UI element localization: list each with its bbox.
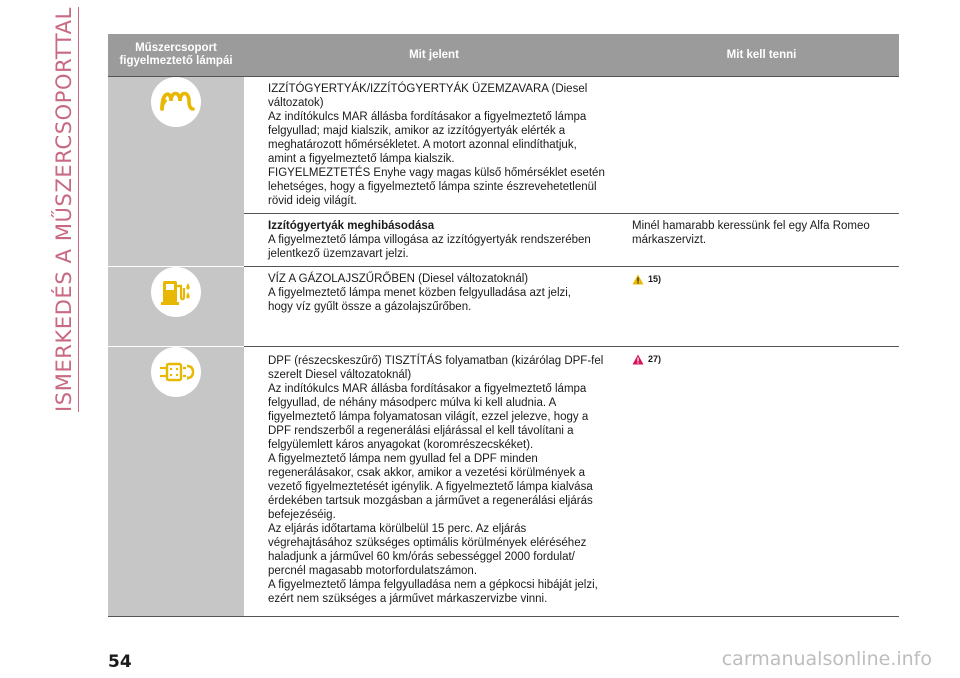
glow-plug-meaning <box>244 77 624 214</box>
meaning-line: felgyullad; majd kialszik, amikor az izzítógyertyák elérték a <box>268 125 566 137</box>
header-action: Mit kell tenni <box>624 34 899 77</box>
watermark: carmanualsonline.info <box>721 648 932 670</box>
header-meaning: Mit jelent <box>244 34 624 77</box>
warning-ref-number: 27) <box>648 354 662 364</box>
meaning-line: A figyelmeztető lámpa villogása az izzítógyertyák rendszerében <box>268 234 591 246</box>
meaning-line: Az indítókulcs MAR állásba fordításakor a figyelmeztető lámpa <box>268 111 587 123</box>
meaning-line: FIGYELMEZTETÉS Enyhe vagy magas külső hőmérséklet esetén <box>268 167 605 179</box>
page-number: 54 <box>108 652 132 672</box>
lamp-cell <box>108 267 244 347</box>
meaning-line: amint a figyelmeztető lámpa kialszik. <box>268 153 455 165</box>
warning-lamp-table <box>108 34 899 617</box>
warning-triangle-icon <box>632 274 644 285</box>
warning-reference <box>632 352 891 366</box>
fault-title: Izzítógyertyák meghibásodása <box>268 220 435 232</box>
meaning-line: regenerálásakor, csak akkor, amikor a vezetési körülmények a <box>268 467 586 479</box>
meaning-line: figyelmeztető lámpa folyamatosan világít, ezzel jelezve, hogy a <box>268 411 589 423</box>
meaning-line: percnél magasabb motorfordulatszámon. <box>268 565 478 577</box>
dpf-cleaning-icon <box>151 347 201 397</box>
meaning-line: változatok) <box>268 97 324 109</box>
table-row-glow-plug <box>108 77 899 214</box>
meaning-line: hogy víz gyűlt össze a gázolajszűrőben. <box>268 301 472 313</box>
dpf-meaning <box>244 347 624 617</box>
meaning-line: meghatározott hőmérsékletet. A motort azonnal elindíthatjuk, <box>268 139 577 151</box>
meaning-line: Az eljárás időtartama körülbelül 15 perc. Az eljárás <box>268 523 527 535</box>
header-lamp: Műszercsoport figyelmeztető lámpái <box>108 34 244 77</box>
meaning-line: befejezéséig. <box>268 509 336 521</box>
meaning-line: rövid ideig világít. <box>268 195 357 207</box>
water-filter-meaning <box>244 267 624 347</box>
meaning-line: IZZÍTÓGYERTYÁK/IZZÍTÓGYERTYÁK ÜZEMZAVARA (Diesel <box>268 83 588 95</box>
glow-plug-icon <box>151 77 201 127</box>
warning-reference <box>632 272 891 286</box>
meaning-line: végrehajtásához szükséges optimális körülmények eléréséhez <box>268 537 587 549</box>
glow-plug-action <box>624 77 899 214</box>
meaning-line: haladjunk a járművel 60 km/órás sebességgel 2000 fordulat/ <box>268 551 575 563</box>
meaning-line: vezető figyelmeztetését igénylik. A figyelmeztető lámpa kialvása <box>268 481 593 493</box>
table-row-dpf <box>108 347 899 617</box>
action-line: márkaszervizt. <box>632 234 707 246</box>
fuel-filter-water-icon <box>151 267 201 317</box>
glow-plug-fault-action <box>624 214 899 267</box>
meaning-line: lehetséges, hogy a figyelmeztető lámpa szinte észrevehetetlenül <box>268 181 597 193</box>
warning-ref-number: 15) <box>648 274 662 284</box>
meaning-line: ezért nem szükséges a járművet márkaszervizbe vinni. <box>268 593 548 605</box>
danger-triangle-icon <box>632 354 644 365</box>
meaning-line: jelentkező üzemzavart jelzi. <box>268 248 409 260</box>
meaning-line: felgyullad, de néhány másodperc múlva ki kell aludnia. A <box>268 397 557 409</box>
water-filter-action <box>624 267 899 347</box>
section-title: ISMERKEDÉS A MŰSZERCSOPORTTAL <box>52 7 79 412</box>
meaning-line: felgyülemlett káros anyagokat (koromrészecskéket). <box>268 439 534 451</box>
table-row-water-filter <box>108 267 899 347</box>
meaning-line: DPF (részecskeszűrő) TISZTÍTÁS folyamatban (kizárólag DPF-fel <box>268 355 604 367</box>
meaning-line: A figyelmeztető lámpa nem gyullad fel a DPF minden <box>268 453 538 465</box>
lamp-cell <box>108 77 244 267</box>
dpf-action <box>624 347 899 617</box>
action-line: Minél hamarabb keressünk fel egy Alfa Romeo <box>632 220 870 232</box>
meaning-line: VÍZ A GÁZOLAJSZŰRŐBEN (Diesel változatoknál) <box>268 273 529 285</box>
meaning-line: A figyelmeztető lámpa menet közben felgyulladása azt jelzi, <box>268 287 571 299</box>
meaning-line: érdekében tartsuk mozgásban a járművet a regenerálási eljárás <box>268 495 593 507</box>
table-header-row <box>108 34 899 77</box>
meaning-line: DPF rendszerből a regenerálási eljárással el kell távolítani a <box>268 425 574 437</box>
glow-plug-fault-meaning <box>244 214 624 267</box>
lamp-cell <box>108 347 244 617</box>
meaning-line: szerelt Diesel változatoknál) <box>268 369 412 381</box>
meaning-line: A figyelmeztető lámpa felgyulladása nem a gépkocsi hibáját jelzi, <box>268 579 598 591</box>
meaning-line: Az indítókulcs MAR állásba fordításakor a figyelmeztető lámpa <box>268 383 587 395</box>
